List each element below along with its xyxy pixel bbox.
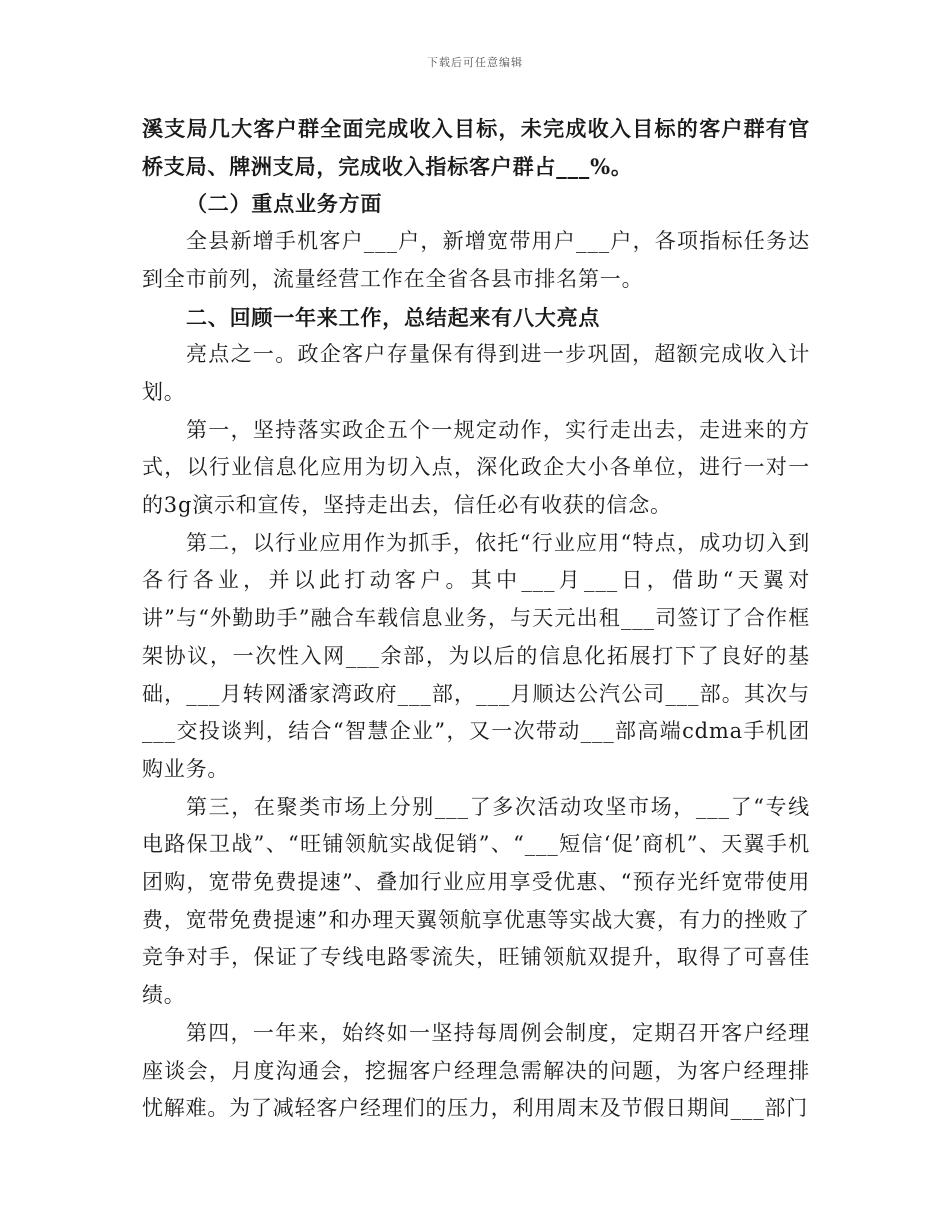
paragraph-highlight-one: 亮点之一。政企客户存量保有得到进一步巩固，超额完成收入计划。 [142, 342, 810, 404]
document-body [142, 110, 810, 1128]
section-heading-eight-highlights: 二、回顾一年来工作，总结起来有八大亮点 [186, 304, 601, 330]
paragraph-third-point: 第三，在聚类市场上分别___了多次活动攻坚市场，___了“专线电路保卫战”、“旺铺领航实战促销”、“___短信‘促’商机”、天翼手机团购，宽带免费提速”、叠加行业应用享受优惠、“预存光纤宽带使用费，宽带免费提速”和办理天翼领航享优惠等实战大赛，有力的挫败了竞争对手，保证了专线电路零流失，旺铺领航双提升，取得了可喜佳绩。 [142, 794, 810, 1008]
section-heading-key-business: （二）重点业务方面 [186, 191, 383, 217]
paragraph-fourth-point: 第四，一年来，始终如一坚持每周例会制度，定期召开客户经理座谈会，月度沟通会，挖掘客户经理急需解决的问题，为客户经理排忧解难。为了减轻客户经理们的压力，利用周末及节假日期间___部门 [142, 1020, 810, 1121]
paragraph-first-point: 第一，坚持落实政企五个一规定动作，实行走出去，走进来的方式，以行业信息化应用为切入点，深化政企大小各单位，进行一对一的3g演示和宣传，坚持走出去，信任必有收获的信念。 [142, 417, 810, 518]
page-header-note: 下载后可任意编辑 [427, 56, 523, 69]
paragraph-continued-revenue: 溪支局几大客户群全面完成收入目标，未完成收入目标的客户群有官桥支局、牌洲支局，完成收入指标客户群占___%。 [142, 116, 810, 179]
paragraph-second-point: 第二，以行业应用作为抓手，依托“行业应用“特点，成功切入到各行各业，并以此打动客户。其中___月___日，借助“天翼对讲”与“外勤助手”融合车载信息业务，与天元出租___司签订了合作框架协议，一次性入网___余部，为以后的信息化拓展打下了良好的基础，___月转网潘家湾政府___部，___月顺达公汽公司___部。其次与___交投谈判，结合“智慧企业”，又一次带动___部高端cdma手机团购业务。 [142, 530, 810, 781]
paragraph-new-customers: 全县新增手机客户___户，新增宽带用户___户，各项指标任务达到全市前列，流量经营工作在全省各县市排名第一。 [142, 229, 810, 291]
